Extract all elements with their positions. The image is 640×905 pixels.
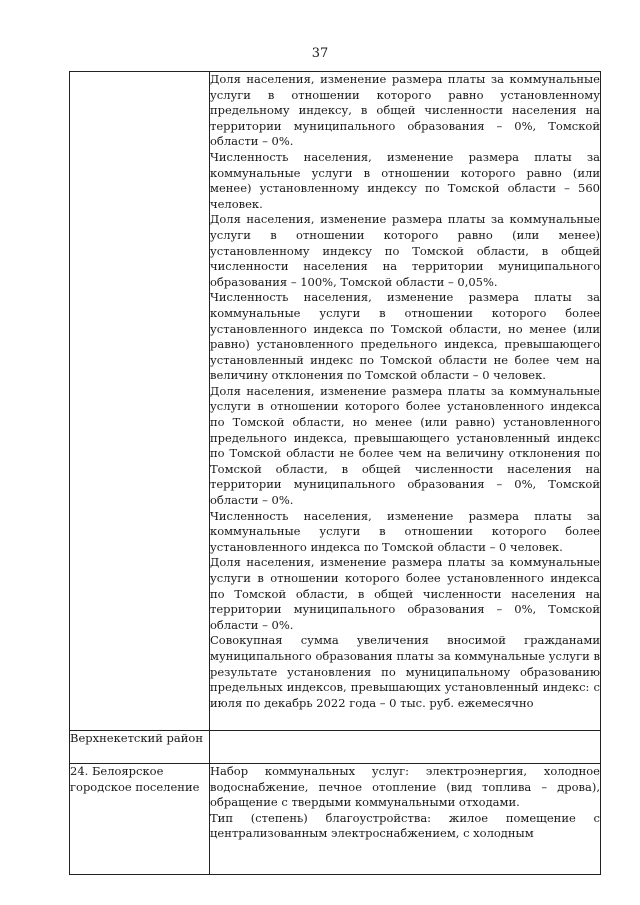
- indicator-paragraph: Тип (степень) благоустройства: жилое помещение с централизованным электроснабжением, с холодным: [210, 810, 600, 841]
- table-row: [70, 764, 601, 875]
- indicator-paragraph: Численность населения, изменение размера платы за коммунальные услуги в отношении которого более установленного индекса по Томской области – 0 человек.: [210, 508, 600, 554]
- page-number: 37: [311, 46, 329, 61]
- indicator-cell: [210, 72, 601, 731]
- indicator-paragraph: Совокупная сумма увеличения вносимой гражданами муниципального образования платы за коммунальные услуги в результате установления по муниципальному образованию предельных индексов, превышающих установленный индекс: с июля по декабрь 2022 года – 0 тыс. руб. ежемесячно: [210, 633, 600, 710]
- municipal-tariff-table: [69, 71, 601, 875]
- municipality-cell: 24. Белоярское городское поселение: [70, 764, 210, 875]
- municipality-cell: Верхнекетский район: [70, 731, 210, 764]
- indicator-paragraph: Численность населения, изменение размера платы за коммунальные услуги в отношении которого равно (или менее) установленному индексу по Томской области – 560 человек.: [210, 149, 600, 211]
- indicator-paragraph: Доля населения, изменение размера платы за коммунальные услуги в отношении которого более установленного индекса по Томской области, в общей численности населения на территории муниципального образования – 0%, Томской области – 0%.: [210, 555, 600, 632]
- table-row: [70, 72, 601, 731]
- table-row: [70, 731, 601, 764]
- indicator-cell: [210, 764, 601, 875]
- indicator-cell: [210, 731, 601, 764]
- indicator-paragraph: Доля населения, изменение размера платы за коммунальные услуги в отношении которого равно (или менее) установленному индексу по Томской области, в общей численности населения на территории муниципального образования – 100%, Томской области – 0,05%.: [210, 212, 600, 289]
- indicator-paragraph: Доля населения, изменение размера платы за коммунальные услуги в отношении которого более установленного индекса по Томской области, но менее (или равно) установленного предельного индекса, превышающего установленный индекс по Томской области не более чем на величину отклонения по Томской области, в общей численности населения на территории муниципального образования – 0%, Томской области – 0%.: [210, 383, 600, 508]
- indicator-paragraph: Набор коммунальных услуг: электроэнергия, холодное водоснабжение, печное отопление (вид топлива – дрова), обращение с твердыми коммунальными отходами.: [210, 764, 600, 810]
- indicator-paragraph: Доля населения, изменение размера платы за коммунальные услуги в отношении которого равно установленному предельному индексу, в общей численности населения на территории муниципального образования – 0%, Томской области – 0%.: [210, 72, 600, 149]
- municipality-cell: [70, 72, 210, 731]
- indicator-paragraph: Численность населения, изменение размера платы за коммунальные услуги в отношении которого более установленного индекса по Томской области, но менее (или равно) установленного предельного индекса, превышающего установленный индекс по Томской области не более чем на величину отклонения по Томской области – 0 человек.: [210, 290, 600, 383]
